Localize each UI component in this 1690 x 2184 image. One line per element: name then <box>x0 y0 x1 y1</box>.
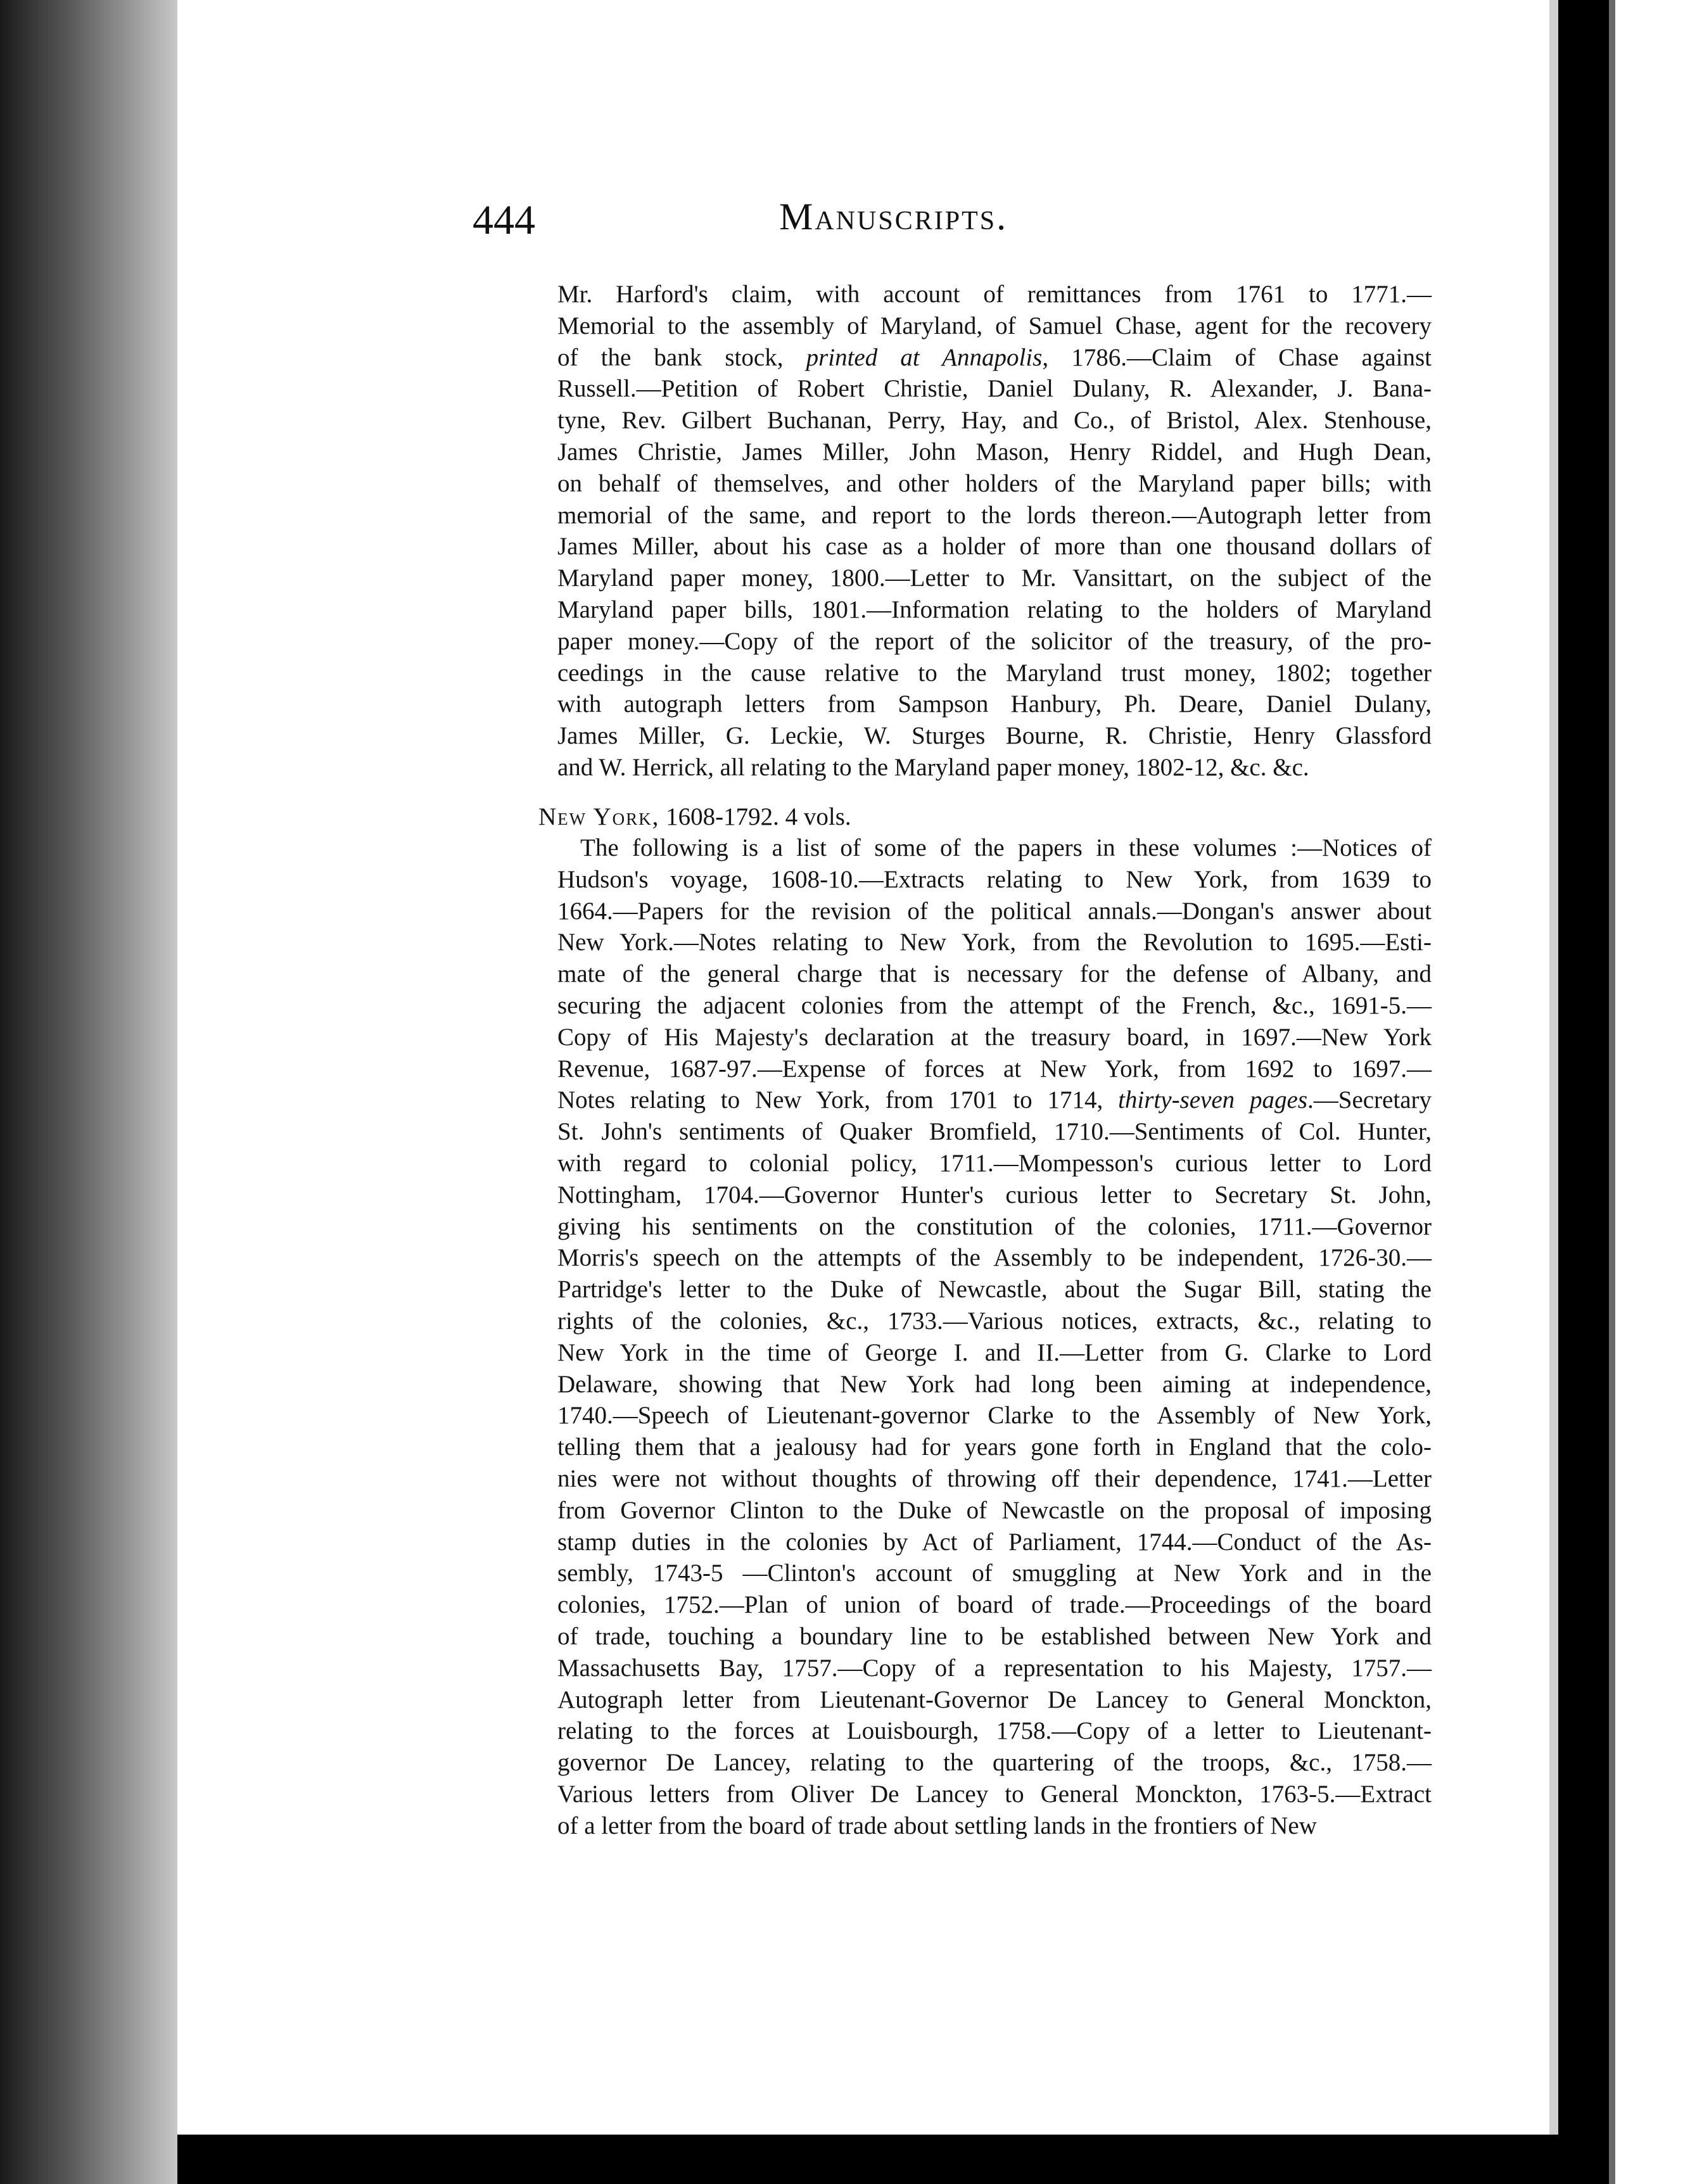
text-line: 1740.—Speech of Lieutenant-governor Clarke to the Assembly of New York, <box>557 1402 1432 1430</box>
text-line: securing the adjacent colonies from the attempt of the French, &c., 1691-5.— <box>557 991 1432 1019</box>
page-bottom-edge <box>177 2135 1558 2184</box>
text-line: James Miller, G. Leckie, W. Sturges Bourne, R. Christie, Henry Glassford <box>557 722 1432 750</box>
text-line: ceedings in the cause relative to the Maryland trust money, 1802; together <box>557 659 1432 687</box>
text-line: James Christie, James Miller, John Mason, Henry Riddel, and Hugh Dean, <box>557 438 1432 466</box>
text-line: Nottingham, 1704.—Governor Hunter's curious letter to Secretary St. John, <box>557 1181 1432 1209</box>
text-line: Copy of His Majesty's declaration at the treasury board, in 1697.—New York <box>557 1023 1432 1051</box>
book-spine-shadow <box>0 0 177 2184</box>
text-line: mate of the general charge that is necessary for the defense of Albany, and <box>557 960 1432 988</box>
text-line: Memorial to the assembly of Maryland, of Samuel Chase, agent for the recovery <box>557 312 1432 340</box>
text-line: Hudson's voyage, 1608-10.—Extracts relating to New York, from 1639 to <box>557 865 1432 893</box>
text-line: relating to the forces at Louisbourgh, 1758.—Copy of a letter to Lieutenant- <box>557 1717 1432 1745</box>
text-line: Notes relating to New York, from 1701 to 1714, thirty-seven pages.—Secretary <box>557 1086 1432 1114</box>
text-line: of a letter from the board of trade about settling lands in the frontiers of New <box>557 1812 1317 1839</box>
text-line: New York.—Notes relating to New York, from the Revolution to 1695.—Esti- <box>557 929 1432 956</box>
adjacent-page-edge <box>1609 0 1690 2184</box>
text-line: telling them that a jealousy had for years gone forth in England that the colo- <box>557 1433 1432 1461</box>
text-line: with autograph letters from Sampson Hanbury, Ph. Deare, Daniel Dulany, <box>557 690 1432 718</box>
page-gutter <box>1558 0 1609 2184</box>
text-line: Morris's speech on the attempts of the Assembly to be independent, 1726-30.— <box>557 1244 1432 1272</box>
page-number: 444 <box>473 197 535 243</box>
section-heading-details: 1608-1792. 4 vols. <box>666 803 851 830</box>
text-line: Massachusetts Bay, 1757.—Copy of a representation to his Majesty, 1757.— <box>557 1654 1432 1682</box>
text-block-maryland <box>557 279 1432 784</box>
text-line: nies were not without thoughts of throwing off their dependence, 1741.—Letter <box>557 1464 1432 1492</box>
text-line: Russell.—Petition of Robert Christie, Daniel Dulany, R. Alexander, J. Bana- <box>557 375 1432 403</box>
text-line: with regard to colonial policy, 1711.—Mompesson's curious letter to Lord <box>557 1149 1432 1177</box>
text-line: colonies, 1752.—Plan of union of board of trade.—Proceedings of the board <box>557 1591 1432 1619</box>
text-line: and W. Herrick, all relating to the Maryland paper money, 1802-12, &c. &c. <box>557 753 1309 781</box>
text-line: memorial of the same, and report to the lords thereon.—Autograph letter from <box>557 501 1432 529</box>
text-line: The following is a list of some of the papers in these volumes :—Notices of <box>580 834 1432 861</box>
text-line: James Miller, about his case as a holder of more than one thousand dollars of <box>557 533 1432 561</box>
text-line: on behalf of themselves, and other holders of the Maryland paper bills; with <box>557 469 1432 497</box>
text-line: Mr. Harford's claim, with account of remittances from 1761 to 1771.— <box>557 281 1432 308</box>
text-line: New York in the time of George I. and II.—Letter from G. Clarke to Lord <box>557 1338 1432 1366</box>
text-line: tyne, Rev. Gilbert Buchanan, Perry, Hay, and Co., of Bristol, Alex. Stenhouse, <box>557 407 1432 435</box>
text-line: Partridge's letter to the Duke of Newcastle, about the Sugar Bill, stating the <box>557 1276 1432 1304</box>
text-line: stamp duties in the colonies by Act of Parliament, 1744.—Conduct of the As- <box>557 1528 1432 1556</box>
text-line: paper money.—Copy of the report of the solicitor of the treasury, of the pro- <box>557 627 1432 655</box>
text-line: governor De Lancey, relating to the quartering of the troops, &c., 1758.— <box>557 1749 1432 1777</box>
section-heading-place: New York, <box>538 803 660 830</box>
text-line: of trade, touching a boundary line to be established between New York and <box>557 1622 1432 1650</box>
text-line: Autograph letter from Lieutenant-Governor De Lancey to General Monckton, <box>557 1686 1432 1713</box>
text-line: Revenue, 1687-97.—Expense of forces at New York, from 1692 to 1697.— <box>557 1055 1432 1082</box>
text-line: St. John's sentiments of Quaker Bromfield, 1710.—Sentiments of Col. Hunter, <box>557 1118 1432 1146</box>
text-line: Maryland paper bills, 1801.—Information relating to the holders of Maryland <box>557 595 1432 623</box>
running-head: Manuscripts. <box>779 196 1008 238</box>
text-line: of the bank stock, printed at Annapolis, 1786.—Claim of Chase against <box>557 343 1432 371</box>
section-heading <box>538 801 1438 833</box>
text-line: Maryland paper money, 1800.—Letter to Mr. Vansittart, on the subject of the <box>557 564 1432 592</box>
text-line: 1664.—Papers for the revision of the political annals.—Dongan's answer about <box>557 897 1432 925</box>
text-line: Delaware, showing that New York had long been aiming at independence, <box>557 1370 1432 1398</box>
text-line: rights of the colonies, &c., 1733.—Various notices, extracts, &c., relating to <box>557 1307 1432 1335</box>
text-line: Various letters from Oliver De Lancey to General Monckton, 1763-5.—Extract <box>557 1780 1432 1808</box>
text-block-new-york <box>557 832 1432 1842</box>
text-line: giving his sentiments on the constitution of the colonies, 1711.—Governor <box>557 1212 1432 1240</box>
text-line: sembly, 1743-5 —Clinton's account of smuggling at New York and in the <box>557 1559 1432 1587</box>
text-line: from Governor Clinton to the Duke of Newcastle on the proposal of imposing <box>557 1496 1432 1524</box>
